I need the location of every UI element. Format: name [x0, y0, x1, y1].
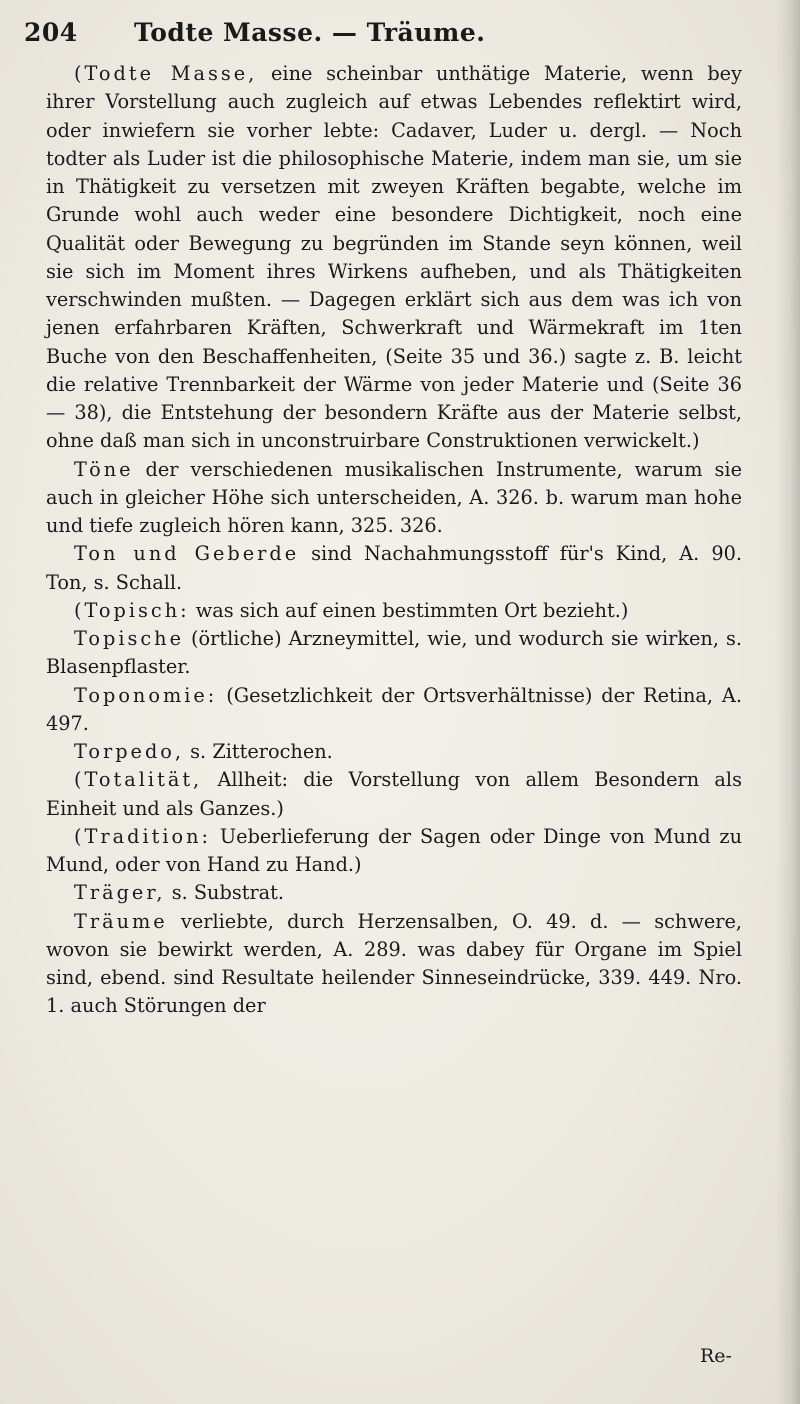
index-entry — [46, 60, 742, 456]
index-entry — [46, 625, 742, 682]
entry-head: (Todte Masse, — [74, 62, 258, 85]
index-entry — [46, 823, 742, 880]
entry-head: Träume — [74, 909, 168, 933]
entry-head: Töne — [74, 457, 134, 481]
entry-text: s. Zitterochen. — [184, 740, 333, 763]
entry-head: (Totalität, — [74, 768, 203, 792]
entry-text: sind Nachahmungsstoff für's Kind, A. 90. Ton, s. Schall. — [46, 542, 742, 594]
index-entry — [46, 456, 742, 541]
entry-text: Allheit: die Vorstellung von allem Besondern als Einheit und als Ganzes.) — [46, 768, 742, 820]
entry-text: (örtliche) Arzneymittel, wie, und wodurch sie wirken, s. Blasenpflaster. — [46, 627, 742, 679]
page-number: 204 — [24, 18, 78, 47]
entry-head: Topische — [74, 627, 185, 650]
entry-head: Torpedo, — [74, 740, 185, 763]
running-title: Todte Masse. — Träume. — [134, 18, 486, 47]
catchword: Re- — [700, 1345, 732, 1367]
entry-head: Träger, — [74, 881, 166, 905]
entry-text: was sich auf einen bestimmten Ort bezieht.) — [189, 598, 629, 622]
index-entry — [46, 766, 742, 823]
entry-head: (Tradition: — [74, 824, 212, 848]
index-entry — [46, 540, 742, 597]
entry-text: s. Substrat. — [165, 881, 285, 905]
index-entry — [46, 597, 742, 625]
page-header — [24, 14, 584, 54]
entry-text: verliebte, durch Herzensalben, O. 49. d. — schwere, wovon sie bewirkt werden, A. 289. was dabey für Organe im Spiel sind, ebend. sind Resultate heilender Sinneseindrücke, 339. 449. Nro. 1. auch Störungen der — [46, 909, 742, 1018]
entry-text: Ueberlieferung der Sagen oder Dinge von Mund zu Mund, oder von Hand zu Hand.) — [46, 824, 742, 876]
index-text — [46, 60, 742, 1021]
entry-text: (Gesetzlichkeit der Ortsverhältnisse) der Retina, A. 497. — [46, 683, 742, 735]
entry-text: eine scheinbar unthätige Materie, wenn bey ihrer Vorstellung auch zugleich auf etwas Lebendes reflektirt wird, oder inwiefern sie vorher lebte: Cadaver, Luder u. dergl. — Noch todter als Luder ist die philosophische Materie, indem man sie, um sie in Thätigkeit zu versetzen mit zweyen Kräften begabte, welche im Grunde wohl auch weder eine besondere Dichtigkeit, noch eine Qualität oder Bewegung zu begründen im Stande seyn können, weil sie sich im Moment ihres Wirkens aufheben, und als Thätigkeiten verschwinden mußten. — Dagegen erklärt sich aus dem was ich von jenen erfahrbaren Kräften, Schwerkraft und Wärmekraft im 1ten Buche von den Beschaffenheiten, (Seite 35 und 36.) sagte z. B. leicht die relative Trennbarkeit der Wärme von jeder Materie und (Seite 36 — 38), die Entstehung der besondern Kräfte aus der Materie selbst, ohne daß man sich in unconstruirbare Construktionen verwickelt.) — [46, 62, 742, 453]
index-entry — [46, 879, 742, 907]
entry-head: Ton und Geberde — [74, 542, 300, 566]
entry-head: Toponomie: — [74, 683, 218, 707]
index-entry — [46, 682, 742, 739]
index-entry — [46, 738, 742, 766]
entry-text: der verschiedenen musikalischen Instrumente, warum sie auch in gleicher Höhe sich unterscheiden, A. 326. b. warum man hohe und tiefe zugleich hören kann, 325. 326. — [46, 457, 742, 537]
index-entry — [46, 908, 742, 1021]
entry-head: (Topisch: — [74, 598, 190, 622]
